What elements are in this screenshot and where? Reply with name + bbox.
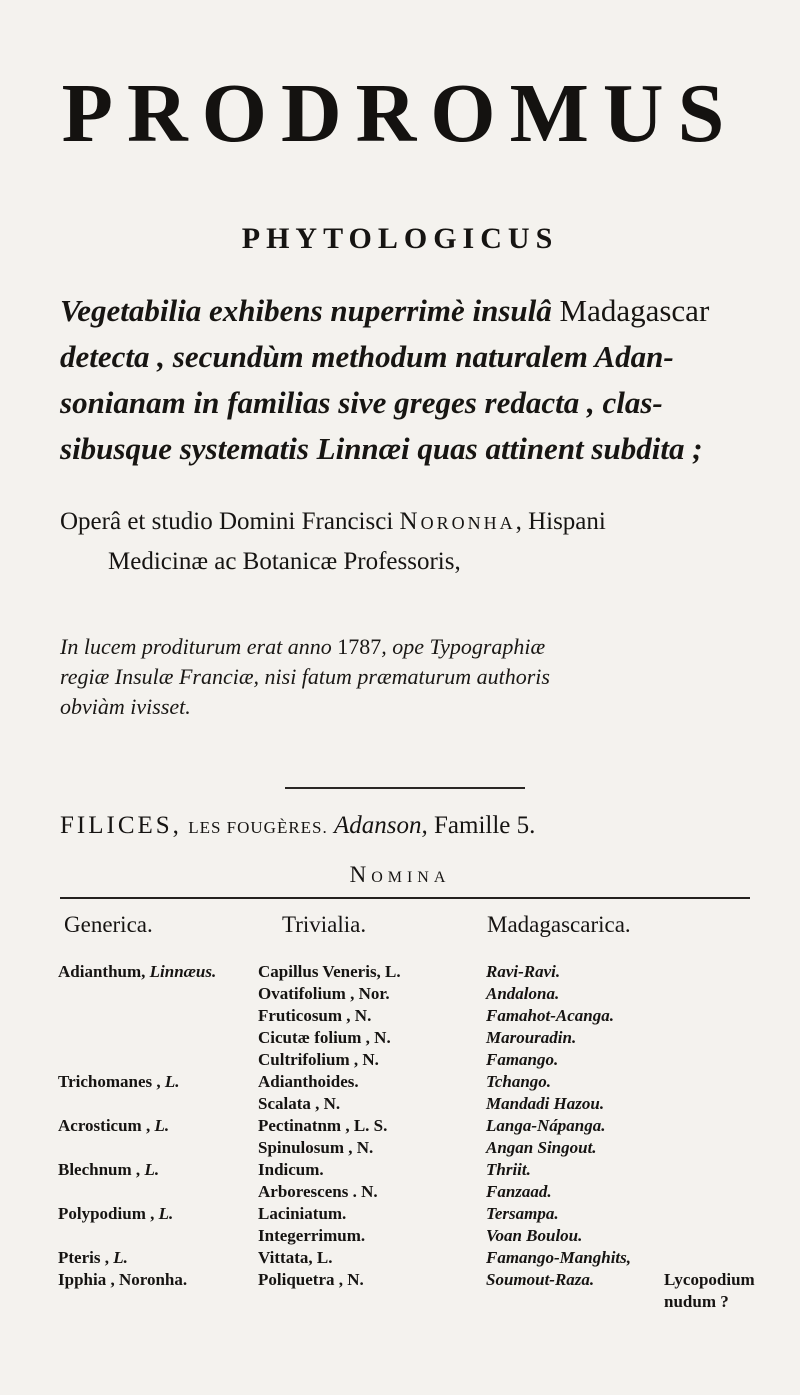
family-label: Famille 5.: [434, 812, 536, 839]
table-cell-trivial: Indicum.: [258, 1160, 324, 1179]
table-cell-trivial: Capillus Veneris, L.: [258, 962, 401, 981]
table-cell-madagascan: Langa-Nápanga.: [486, 1116, 606, 1135]
table-cell-trivial: Arborescens . N.: [258, 1182, 378, 1201]
table-cell-note: Lycopodium: [664, 1270, 755, 1289]
table-cell-generic-authority: L.: [140, 1160, 160, 1179]
family-name: FILICES,: [60, 812, 182, 839]
table-cell-generic: Adianthum, Linnæus.: [58, 962, 217, 981]
table-cell-trivial: Cicutæ folium , N.: [258, 1028, 391, 1047]
table-cell-madagascan: Famango.: [486, 1050, 559, 1069]
publication-line1-suffix: , ope Typographiæ: [381, 634, 546, 659]
description-place: Madagascar: [559, 293, 710, 328]
author-line1-suffix: , Hispani: [515, 508, 606, 535]
table-cell-generic: Acrosticum , L.: [58, 1116, 170, 1135]
table-cell-generic-authority: Linnæus.: [145, 962, 217, 981]
publication-line2: regiæ Insulæ Franciæ, nisi fatum præmaturum authoris: [60, 664, 550, 689]
description-part4: sibusque systematis Linnæi quas attinent subdita ;: [60, 431, 703, 466]
table-cell-trivial: Spinulosum , N.: [258, 1138, 374, 1157]
table-cell-madagascan: Voan Boulou.: [486, 1226, 583, 1245]
table-cell-trivial: Fruticosum , N.: [258, 1006, 372, 1025]
author-line2: Medicinæ ac Botanicæ Professoris,: [108, 548, 461, 575]
description-paragraph: [60, 288, 750, 472]
table-cell-madagascan: Andalona.: [486, 984, 560, 1003]
table-cell-generic-authority: L.: [160, 1072, 180, 1091]
table-cell-trivial: Laciniatum.: [258, 1204, 347, 1223]
divider-rule: [285, 787, 525, 789]
table-cell-generic-authority: L.: [154, 1204, 174, 1223]
table-cell-madagascan: Thriit.: [486, 1160, 531, 1179]
table-cell-note: nudum ?: [664, 1292, 729, 1311]
table-cell-trivial: Scalata , N.: [258, 1094, 341, 1113]
table-cell-generic: Ipphia , Noronha.: [58, 1270, 188, 1289]
page-title: PRODROMUS: [61, 67, 739, 160]
table-cell-trivial: Cultrifolium , N.: [258, 1050, 379, 1069]
table-cell-madagascan: Tchango.: [486, 1072, 552, 1091]
table-cell-generic-authority: L.: [108, 1248, 128, 1267]
nomina-heading: Nomina: [349, 862, 451, 887]
table-cell-generic: Blechnum , L.: [58, 1160, 160, 1179]
description-part2: detecta , secundùm methodum naturalem Adan-: [60, 339, 674, 374]
publication-paragraph: [60, 632, 760, 722]
table-cell-madagascan: Famahot-Acanga.: [486, 1006, 614, 1025]
table-cell-trivial: Ovatifolium , Nor.: [258, 984, 390, 1003]
table-cell-madagascan: Mandadi Hazou.: [486, 1094, 605, 1113]
author-name: Noronha: [399, 508, 516, 535]
table-cell-generic-authority: L.: [150, 1116, 170, 1135]
family-heading: [60, 812, 760, 840]
table-cell-trivial: Integerrimum.: [258, 1226, 366, 1245]
publication-year: 1787: [337, 634, 382, 659]
table-cell-generic: Pteris , L.: [58, 1248, 128, 1267]
table-cell-trivial: Adianthoides.: [258, 1072, 359, 1091]
table-cell-madagascan: Ravi-Ravi.: [486, 962, 561, 981]
family-author: Adanson,: [334, 812, 428, 839]
table-cell-trivial: Vittata, L.: [258, 1248, 333, 1267]
publication-prefix: In lucem proditurum erat anno: [60, 634, 332, 659]
author-paragraph: [60, 502, 760, 582]
column-header-generic: Generica.: [64, 912, 153, 937]
author-line1-prefix: Operâ et studio Domini Francisci: [60, 508, 394, 535]
column-header-madagascan: Madagascarica.: [487, 912, 631, 937]
table-cell-generic: Trichomanes , L.: [58, 1072, 180, 1091]
table-rule: [60, 897, 750, 899]
family-french: LES FOUGÈRES.: [188, 818, 328, 837]
table-cell-trivial: Poliquetra , N.: [258, 1270, 364, 1289]
table-cell-madagascan: Angan Singout.: [486, 1138, 597, 1157]
table-cell-madagascan: Marouradin.: [486, 1028, 577, 1047]
column-header-trivial: Trivialia.: [282, 912, 367, 937]
table-cell-trivial: Pectinatnm , L. S.: [258, 1116, 388, 1135]
description-part3: sonianam in familias sive greges redacta , clas-: [60, 385, 663, 420]
page-subtitle: PHYTOLOGICUS: [241, 222, 559, 255]
description-part1: Vegetabilia exhibens nuperrimè insulâ: [60, 293, 552, 328]
table-cell-madagascan: Tersampa.: [486, 1204, 559, 1223]
table-cell-madagascan: Famango-Manghits,: [486, 1248, 632, 1267]
table-cell-madagascan: Fanzaad.: [486, 1182, 552, 1201]
table-cell-madagascan: Soumout-Raza.: [486, 1270, 595, 1289]
table-cell-generic: Polypodium , L.: [58, 1204, 174, 1223]
publication-line3: obviàm ivisset.: [60, 694, 191, 719]
